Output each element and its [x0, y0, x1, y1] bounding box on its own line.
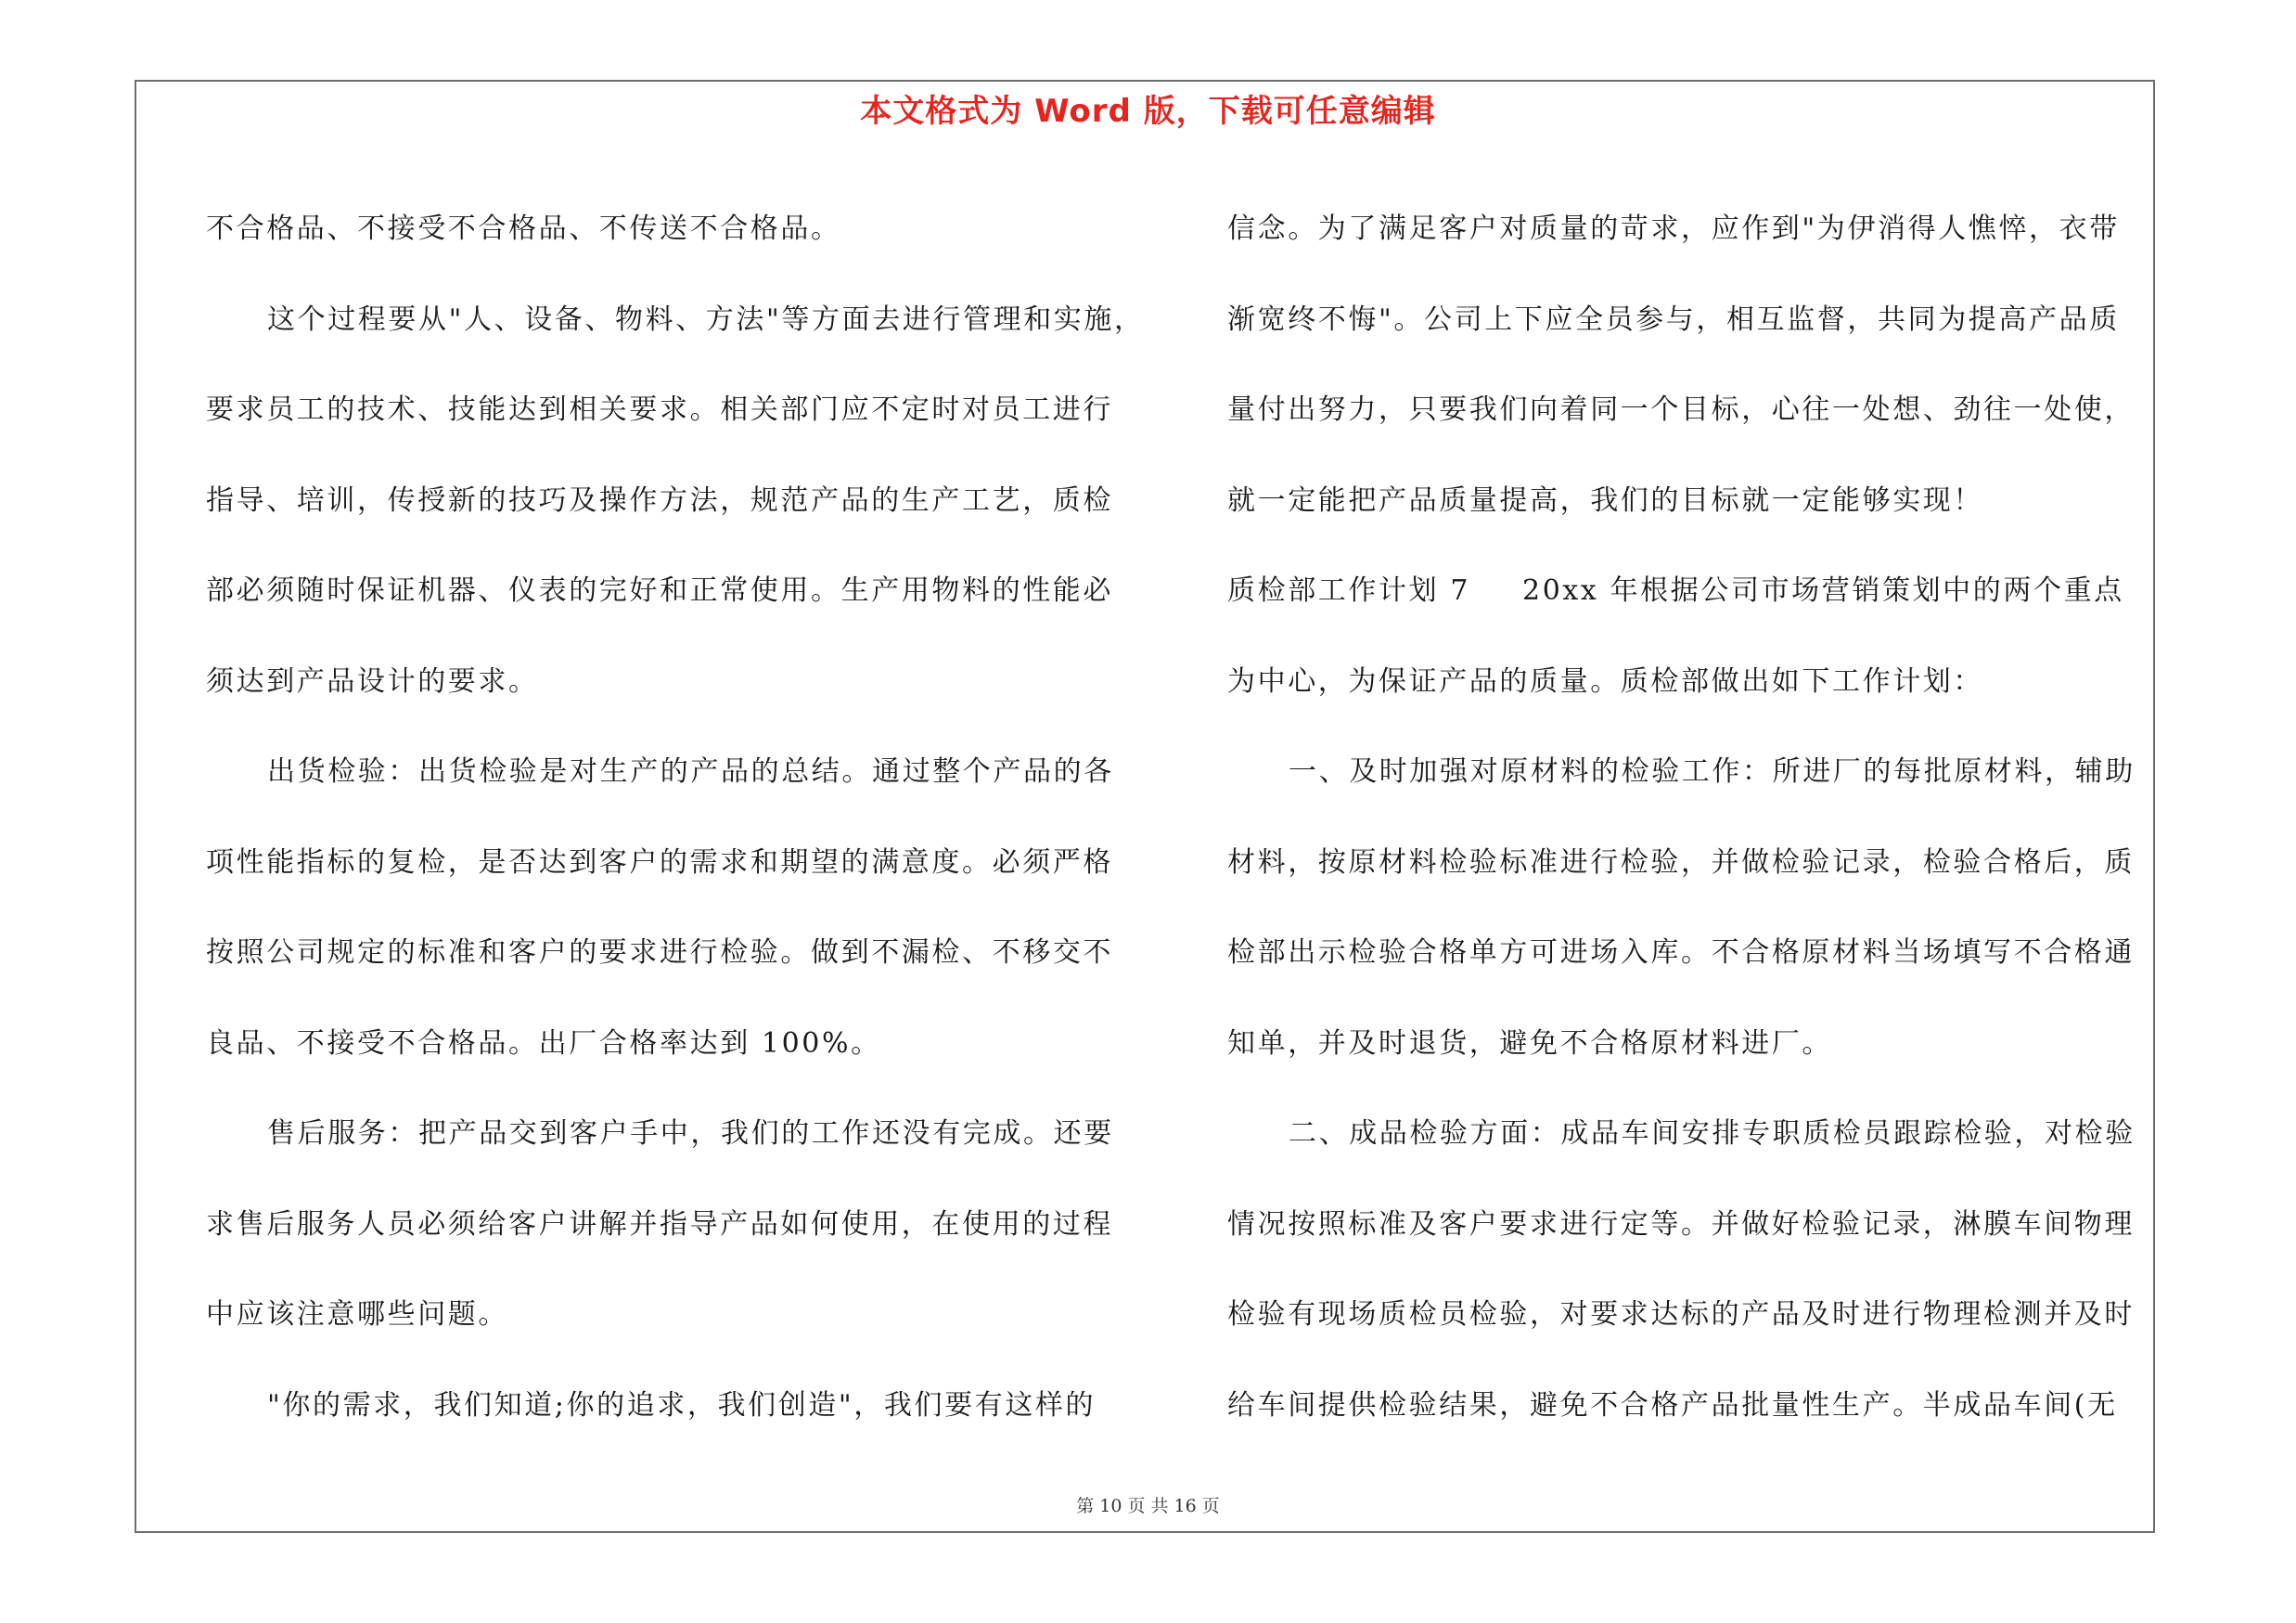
text-line: 为中心，为保证产品的质量。质检部做出如下工作计划：: [1227, 664, 1983, 698]
text-line: 情况按照标准及客户要求进行定等。并做好检验记录，淋膜车间物理: [1227, 1207, 2135, 1241]
text-line: 20xx 年根据公司市场营销策划中的两个重点: [1522, 574, 2124, 607]
text-line: 求售后服务人员必须给客户讲解并指导产品如何使用，在使用的过程: [206, 1207, 1113, 1241]
word-format-banner: 本文格式为 Word 版，下载可任意编辑: [860, 93, 1436, 130]
page-number-footer: 第 10 页 共 16 页: [1076, 1496, 1220, 1516]
text-line: 给车间提供检验结果，避免不合格产品批量性生产。半成品车间(无: [1227, 1388, 2118, 1422]
section-heading: 质检部工作计划 7: [1227, 574, 1471, 607]
text-line: 按照公司规定的标准和客户的要求进行检验。做到不漏检、不移交不: [206, 936, 1113, 969]
text-line: 知单，并及时退货，避免不合格原材料进厂。: [1227, 1026, 1832, 1060]
section-heading-line: [1227, 546, 2155, 637]
text-line: 信念。为了满足客户对质量的苛求，应作到"为伊消得人憔悴，衣带: [1227, 213, 2120, 245]
text-line: 项性能指标的复检，是否达到客户的需求和期望的满意度。必须严格: [206, 845, 1113, 879]
text-line: 检部出示检验合格单方可进场入库。不合格原材料当场填写不合格通: [1227, 936, 2135, 969]
text-line: 材料，按原材料检验标准进行检验，并做检验记录，检验合格后，质: [1227, 845, 2135, 879]
text-line: 中应该注意哪些问题。: [206, 1298, 508, 1331]
text-line: 良品、不接受不合格品。出厂合格率达到 100%。: [206, 1026, 881, 1060]
text-line: 这个过程要从"人、设备、物料、方法"等方面去进行管理和实施，: [267, 303, 1145, 336]
text-line: 部必须随时保证机器、仪表的完好和正常使用。生产用物料的性能必: [206, 574, 1113, 607]
text-line: 就一定能把产品质量提高，我们的目标就一定能够实现！: [1227, 483, 1983, 517]
text-line: 检验有现场质检员检验，对要求达标的产品及时进行物理检测并及时: [1227, 1298, 2135, 1331]
left-text-column: [206, 184, 1145, 1450]
text-line: 售后服务：把产品交到客户手中，我们的工作还没有完成。还要: [267, 1117, 1114, 1150]
text-line: 渐宽终不悔"。公司上下应全员参与，相互监督，共同为提高产品质: [1227, 303, 2120, 336]
text-line: 量付出努力，只要我们向着同一个目标，心往一处想、劲往一处使，: [1227, 393, 2135, 426]
text-line: 二、成品检验方面：成品车间安排专职质检员跟踪检验，对检验: [1289, 1117, 2136, 1150]
text-line: 出货检验：出货检验是对生产的产品的总结。通过整个产品的各: [267, 755, 1114, 788]
text-line: 一、及时加强对原材料的检验工作：所进厂的每批原材料，辅助: [1289, 755, 2136, 788]
text-line: 须达到产品设计的要求。: [206, 664, 539, 698]
text-line: 要求员工的技术、技能达到相关要求。相关部门应不定时对员工进行: [206, 393, 1113, 426]
text-line: 不合格品、不接受不合格品、不传送不合格品。: [206, 213, 841, 245]
right-text-column: [1227, 184, 2155, 1450]
text-line: "你的需求，我们知道;你的追求，我们创造"，我们要有这样的: [267, 1388, 1097, 1422]
text-line: 指导、培训，传授新的技巧及操作方法，规范产品的生产工艺，质检: [206, 483, 1113, 517]
